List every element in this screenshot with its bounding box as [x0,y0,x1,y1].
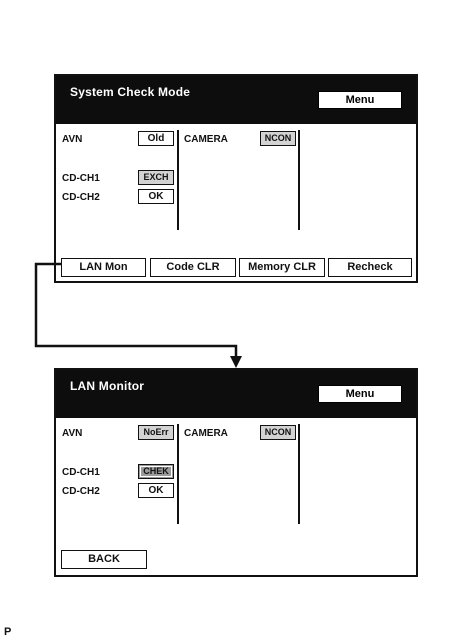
column-divider-left [177,424,179,524]
screen-title: System Check Mode [70,85,191,99]
title-bar [56,76,416,124]
cd-ch2-status-code: OK [138,483,174,498]
system-check-mode-screen [54,74,418,283]
cd-ch2-status-code: OK [138,189,174,204]
figure-id: P [4,626,12,638]
cd-ch1-label: CD-CH1 [62,173,100,184]
memory-clr-button[interactable]: Memory CLR [239,258,325,277]
cd-ch2-label: CD-CH2 [62,192,100,203]
code-clr-button[interactable]: Code CLR [150,258,236,277]
title-bar [56,370,416,418]
arrow-head [230,356,242,368]
camera-label: CAMERA [184,134,228,145]
column-divider-left [177,130,179,230]
recheck-button[interactable]: Recheck [328,258,412,277]
screen-title: LAN Monitor [70,379,145,393]
camera-label: CAMERA [184,428,228,439]
cd-ch2-label: CD-CH2 [62,486,100,497]
menu-button[interactable]: Menu [318,385,402,403]
cd-ch1-status-code: EXCH [138,170,174,185]
lan-mon-button[interactable]: LAN Mon [61,258,146,277]
avn-status-code: Old [138,131,174,146]
avn-label: AVN [62,428,83,439]
cd-ch1-status-code: CHEK [138,464,174,479]
column-divider-right [298,424,300,524]
cd-ch1-label: CD-CH1 [62,467,100,478]
back-button[interactable]: BACK [61,550,147,569]
avn-status-code: NoErr [138,425,174,440]
camera-status-code: NCON [260,425,296,440]
menu-button[interactable]: Menu [318,91,402,109]
column-divider-right [298,130,300,230]
camera-status-code: NCON [260,131,296,146]
avn-label: AVN [62,134,83,145]
lan-monitor-screen [54,368,418,577]
